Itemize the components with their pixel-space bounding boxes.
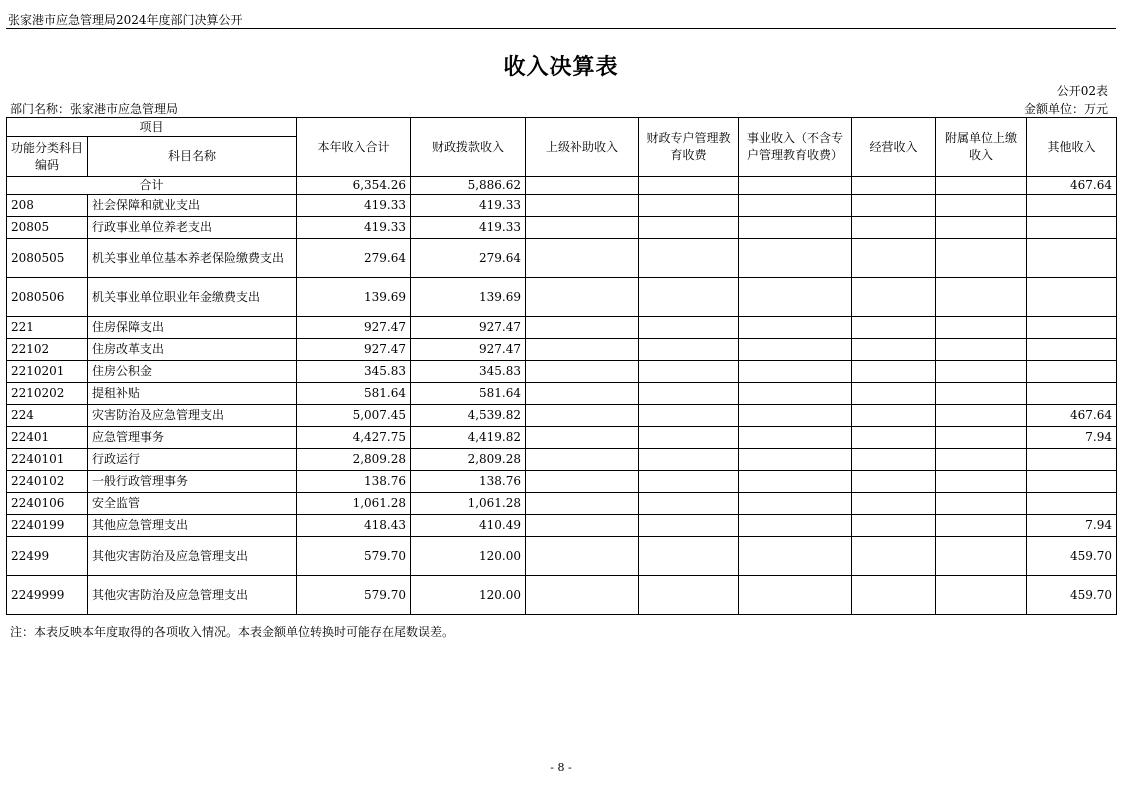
career-cell	[739, 278, 852, 317]
career-cell	[739, 339, 852, 361]
total-cell: 579.70	[297, 576, 411, 615]
income-table	[6, 117, 1117, 615]
total-cell: 1,061.28	[297, 493, 411, 515]
edu-cell	[639, 217, 739, 239]
career-cell	[739, 471, 852, 493]
code-cell: 22499	[7, 537, 88, 576]
header-edu-fees: 财政专户管理教育收费	[639, 118, 739, 177]
code-cell: 2240199	[7, 515, 88, 537]
superior-cell	[526, 195, 639, 217]
superior-cell	[526, 217, 639, 239]
other-cell: 467.64	[1027, 405, 1117, 427]
business-cell	[852, 195, 936, 217]
other-cell	[1027, 449, 1117, 471]
subject-name-cell: 安全监管	[88, 493, 297, 515]
business-cell	[852, 361, 936, 383]
page-title: 收入决算表	[503, 54, 619, 80]
fiscal-cell: 410.49	[411, 515, 526, 537]
career-cell	[739, 361, 852, 383]
total-cell: 138.76	[297, 471, 411, 493]
superior-cell	[526, 449, 639, 471]
business-cell	[852, 278, 936, 317]
table-row	[7, 493, 1117, 515]
code-cell: 2240106	[7, 493, 88, 515]
total-cell: 4,427.75	[297, 427, 411, 449]
edu-cell	[639, 405, 739, 427]
subject-name-cell: 应急管理事务	[88, 427, 297, 449]
subject-name-cell: 机关事业单位职业年金缴费支出	[88, 278, 297, 317]
header-business-income: 经营收入	[852, 118, 936, 177]
total-cell: 927.47	[297, 339, 411, 361]
affiliate-cell	[936, 449, 1027, 471]
fiscal-cell: 139.69	[411, 278, 526, 317]
career-cell	[739, 317, 852, 339]
code-cell: 2249999	[7, 576, 88, 615]
subject-name-cell: 其他应急管理支出	[88, 515, 297, 537]
other-cell: 7.94	[1027, 427, 1117, 449]
total-cell: 345.83	[297, 361, 411, 383]
other-cell: 7.94	[1027, 515, 1117, 537]
edu-cell	[639, 361, 739, 383]
subject-name-cell: 行政事业单位养老支出	[88, 217, 297, 239]
other-cell	[1027, 195, 1117, 217]
other-cell	[1027, 471, 1117, 493]
other-cell: 459.70	[1027, 576, 1117, 615]
edu-cell	[639, 278, 739, 317]
career-cell	[739, 515, 852, 537]
table-row	[7, 195, 1117, 217]
header-subject-name: 科目名称	[88, 137, 297, 177]
fiscal-cell: 138.76	[411, 471, 526, 493]
edu-cell	[639, 177, 739, 195]
superior-cell	[526, 427, 639, 449]
table-number: 公开02表	[1056, 84, 1108, 98]
total-cell: 579.70	[297, 537, 411, 576]
affiliate-cell	[936, 361, 1027, 383]
code-cell: 22102	[7, 339, 88, 361]
subject-name-cell: 行政运行	[88, 449, 297, 471]
table-row	[7, 239, 1117, 278]
affiliate-cell	[936, 493, 1027, 515]
fiscal-cell: 581.64	[411, 383, 526, 405]
edu-cell	[639, 471, 739, 493]
career-cell	[739, 537, 852, 576]
business-cell	[852, 576, 936, 615]
affiliate-cell	[936, 383, 1027, 405]
superior-cell	[526, 405, 639, 427]
business-cell	[852, 383, 936, 405]
table-row	[7, 537, 1117, 576]
edu-cell	[639, 317, 739, 339]
fiscal-cell: 4,539.82	[411, 405, 526, 427]
total-cell: 6,354.26	[297, 177, 411, 195]
table-row	[7, 317, 1117, 339]
affiliate-cell	[936, 278, 1027, 317]
other-cell	[1027, 317, 1117, 339]
business-cell	[852, 339, 936, 361]
superior-cell	[526, 383, 639, 405]
fiscal-cell: 120.00	[411, 537, 526, 576]
edu-cell	[639, 537, 739, 576]
affiliate-cell	[936, 239, 1027, 278]
business-cell	[852, 515, 936, 537]
table-note: 注：本表反映本年度取得的各项收入情况。本表金额单位转换时可能存在尾数误差。	[10, 625, 455, 639]
code-cell: 2240101	[7, 449, 88, 471]
business-cell	[852, 217, 936, 239]
total-row	[7, 177, 1117, 195]
career-cell	[739, 576, 852, 615]
business-cell	[852, 471, 936, 493]
subject-name-cell: 提租补贴	[88, 383, 297, 405]
edu-cell	[639, 515, 739, 537]
total-cell: 139.69	[297, 278, 411, 317]
superior-cell	[526, 471, 639, 493]
code-cell: 208	[7, 195, 88, 217]
code-cell: 2210202	[7, 383, 88, 405]
career-cell	[739, 405, 852, 427]
affiliate-cell	[936, 317, 1027, 339]
total-cell: 927.47	[297, 317, 411, 339]
edu-cell	[639, 239, 739, 278]
table-row	[7, 427, 1117, 449]
code-cell: 2240102	[7, 471, 88, 493]
business-cell	[852, 537, 936, 576]
table-row	[7, 339, 1117, 361]
table-row	[7, 405, 1117, 427]
subject-name-cell: 住房改革支出	[88, 339, 297, 361]
subject-name-cell: 灾害防治及应急管理支出	[88, 405, 297, 427]
business-cell	[852, 449, 936, 471]
edu-cell	[639, 383, 739, 405]
superior-cell	[526, 493, 639, 515]
subject-name-cell: 其他灾害防治及应急管理支出	[88, 576, 297, 615]
header-total-income: 本年收入合计	[297, 118, 411, 177]
table-row	[7, 217, 1117, 239]
fiscal-cell: 927.47	[411, 317, 526, 339]
table-row	[7, 383, 1117, 405]
career-cell	[739, 383, 852, 405]
total-cell: 419.33	[297, 195, 411, 217]
table-row	[7, 278, 1117, 317]
table-row	[7, 449, 1117, 471]
code-cell: 2080506	[7, 278, 88, 317]
code-cell: 2210201	[7, 361, 88, 383]
edu-cell	[639, 449, 739, 471]
table-row	[7, 576, 1117, 615]
other-cell	[1027, 339, 1117, 361]
amount-unit: 金额单位：万元	[1023, 102, 1108, 116]
subject-name-cell: 住房保障支出	[88, 317, 297, 339]
superior-cell	[526, 361, 639, 383]
superior-cell	[526, 278, 639, 317]
affiliate-cell	[936, 515, 1027, 537]
superior-cell	[526, 177, 639, 195]
superior-cell	[526, 537, 639, 576]
total-cell: 419.33	[297, 217, 411, 239]
header-function-code: 功能分类科目编码	[7, 137, 88, 177]
superior-cell	[526, 339, 639, 361]
other-cell: 467.64	[1027, 177, 1117, 195]
fiscal-cell: 5,886.62	[411, 177, 526, 195]
affiliate-cell	[936, 339, 1027, 361]
subject-name-cell: 社会保障和就业支出	[88, 195, 297, 217]
affiliate-cell	[936, 217, 1027, 239]
other-cell: 459.70	[1027, 537, 1117, 576]
affiliate-cell	[936, 537, 1027, 576]
fiscal-cell: 4,419.82	[411, 427, 526, 449]
other-cell	[1027, 278, 1117, 317]
code-cell: 224	[7, 405, 88, 427]
header-affiliate-income: 附属单位上缴收入	[936, 118, 1027, 177]
fiscal-cell: 2,809.28	[411, 449, 526, 471]
subject-name-cell: 机关事业单位基本养老保险缴费支出	[88, 239, 297, 278]
career-cell	[739, 195, 852, 217]
career-cell	[739, 239, 852, 278]
fiscal-cell: 419.33	[411, 195, 526, 217]
business-cell	[852, 317, 936, 339]
other-cell	[1027, 383, 1117, 405]
edu-cell	[639, 195, 739, 217]
header-fiscal-income: 财政拨款收入	[411, 118, 526, 177]
affiliate-cell	[936, 427, 1027, 449]
code-cell: 2080505	[7, 239, 88, 278]
table-row	[7, 471, 1117, 493]
superior-cell	[526, 576, 639, 615]
total-cell: 418.43	[297, 515, 411, 537]
career-cell	[739, 427, 852, 449]
business-cell	[852, 239, 936, 278]
other-cell	[1027, 493, 1117, 515]
header-divider	[6, 28, 1116, 29]
career-cell	[739, 449, 852, 471]
header-other-income: 其他收入	[1027, 118, 1117, 177]
business-cell	[852, 405, 936, 427]
other-cell	[1027, 217, 1117, 239]
header-project: 项目	[7, 118, 297, 137]
department-name: 部门名称：张家港市应急管理局	[10, 102, 179, 116]
code-cell: 221	[7, 317, 88, 339]
superior-cell	[526, 515, 639, 537]
header-career-income: 事业收入（不含专户管理教育收费）	[739, 118, 852, 177]
career-cell	[739, 217, 852, 239]
business-cell	[852, 427, 936, 449]
page-number: - 8 -	[550, 761, 572, 774]
fiscal-cell: 419.33	[411, 217, 526, 239]
other-cell	[1027, 239, 1117, 278]
affiliate-cell	[936, 177, 1027, 195]
subject-name-cell: 一般行政管理事务	[88, 471, 297, 493]
fiscal-cell: 279.64	[411, 239, 526, 278]
affiliate-cell	[936, 576, 1027, 615]
superior-cell	[526, 317, 639, 339]
career-cell	[739, 177, 852, 195]
fiscal-cell: 1,061.28	[411, 493, 526, 515]
affiliate-cell	[936, 471, 1027, 493]
other-cell	[1027, 361, 1117, 383]
affiliate-cell	[936, 405, 1027, 427]
edu-cell	[639, 493, 739, 515]
superior-cell	[526, 239, 639, 278]
career-cell	[739, 493, 852, 515]
total-cell: 2,809.28	[297, 449, 411, 471]
total-cell: 5,007.45	[297, 405, 411, 427]
total-cell: 279.64	[297, 239, 411, 278]
table-row	[7, 361, 1117, 383]
affiliate-cell	[936, 195, 1027, 217]
subject-name-cell: 住房公积金	[88, 361, 297, 383]
table-row	[7, 515, 1117, 537]
subject-name-cell: 其他灾害防治及应急管理支出	[88, 537, 297, 576]
running-header: 张家港市应急管理局2024年度部门决算公开	[8, 13, 243, 27]
code-cell: 20805	[7, 217, 88, 239]
header-superior-subsidy: 上级补助收入	[526, 118, 639, 177]
fiscal-cell: 345.83	[411, 361, 526, 383]
edu-cell	[639, 427, 739, 449]
total-label: 合计	[7, 177, 297, 195]
code-cell: 22401	[7, 427, 88, 449]
edu-cell	[639, 576, 739, 615]
edu-cell	[639, 339, 739, 361]
business-cell	[852, 177, 936, 195]
business-cell	[852, 493, 936, 515]
fiscal-cell: 120.00	[411, 576, 526, 615]
total-cell: 581.64	[297, 383, 411, 405]
fiscal-cell: 927.47	[411, 339, 526, 361]
